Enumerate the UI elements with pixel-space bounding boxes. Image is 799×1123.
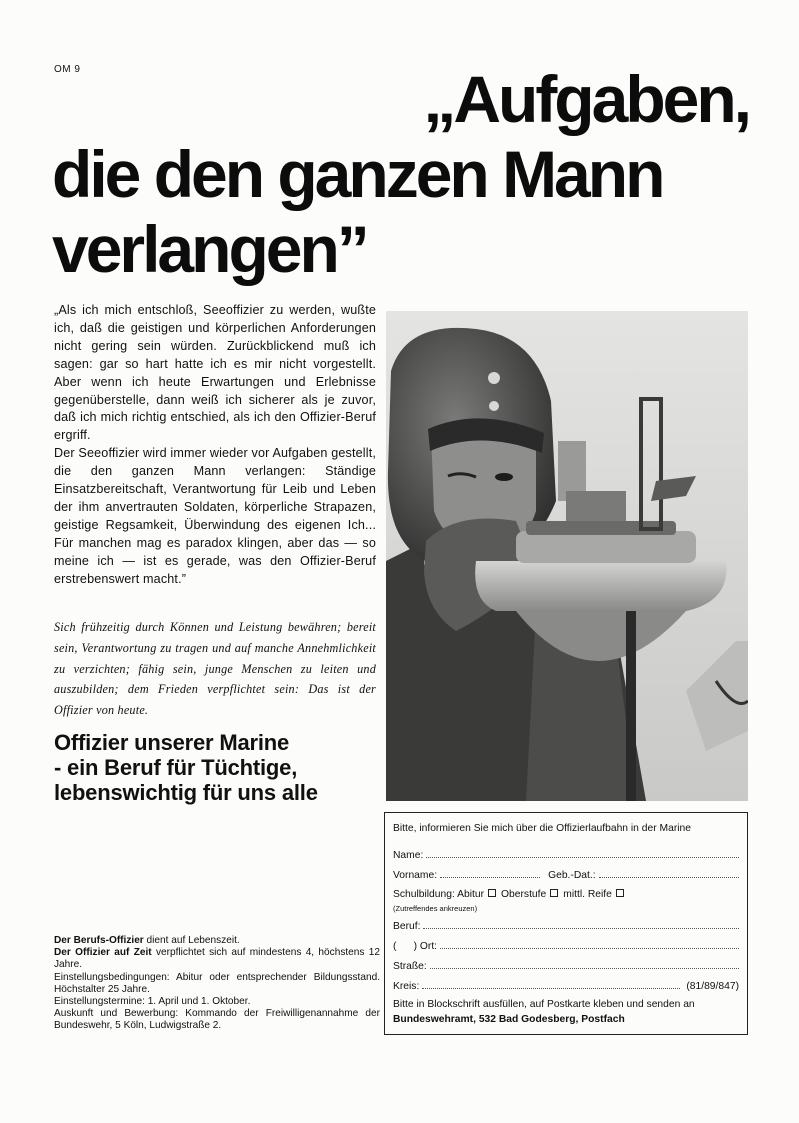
italic-statement: Sich frühzeitig durch Können und Leistung bewähren; bereit sein, Verantwortung zu tragen und auf manche Annehmlichkeit zu verzichten; fähig sein, junge Menschen zu leiten und auszubilden; dem Frieden verpflichtet sein: Das ist der Offizier von heute. bbox=[54, 620, 376, 718]
quote-paragraph-1: „Als ich mich entschloß, Seeoffizier zu werden, wußte ich, daß die geistigen und körperlichen Anforderungen nicht gering sein würden. Zurückblickend muß ich sagen: gar so hart hatte ich es mir nicht vorgestellt. Aber wenn ich heute Erwartungen und Erlebnisse gegenüberstelle, dann weiß ich sicherer als je zuvor, daß ich mich richtig entschied, als ich den Offizier-Beruf ergriff. bbox=[54, 303, 376, 443]
info-einstellungstermine: Einstellungstermine: 1. April und 1. Oktober. bbox=[54, 996, 251, 1008]
ort-field[interactable] bbox=[440, 940, 739, 949]
schulbildung-label: Schulbildung: Abitur bbox=[393, 889, 485, 900]
officer-photo-illustration bbox=[386, 311, 748, 801]
request-coupon bbox=[384, 812, 748, 1035]
info-berufs-offizier: Der Berufs-Offizier dient auf Lebenszeit. bbox=[54, 935, 240, 946]
officer-photo bbox=[386, 311, 748, 801]
slogan-line-1: Offizier unserer Marine bbox=[54, 730, 290, 755]
name-label: Name: bbox=[393, 850, 424, 861]
zutreffendes-note: (Zutreffendes ankreuzen) bbox=[393, 904, 478, 913]
quote-paragraph-2: Der Seeoffizier wird immer wieder vor Aufgaben gestellt, die den ganzen Mann verlangen: Ständige Einsatzbereitschaft, Verantwortung für Leib und Leben der ihm anvertrauten Soldaten, körperliche Strapazen, geistige Regsamkeit, Überwindung des eigenen Ich... Für manchen mag es paradox klingen, aber das — so meine ich — ist es gerade, was den Offizier-Beruf erstrebenswert macht.” bbox=[54, 446, 376, 586]
coupon-name-row bbox=[393, 849, 739, 861]
coupon-beruf-row bbox=[393, 920, 739, 932]
page-code: OM 9 bbox=[54, 64, 81, 75]
coupon-vorname-row bbox=[393, 869, 739, 881]
coupon-footer-1: Bitte in Blockschrift ausfüllen, auf Postkarte kleben und senden an bbox=[393, 999, 695, 1010]
abitur-checkbox[interactable] bbox=[488, 889, 496, 897]
info-einstellungsbedingungen: Einstellungsbedingungen: Abitur oder entsprechender Bildungsstand. Höchstalter 25 Jahre. bbox=[54, 971, 380, 995]
coupon-footer-2: Bundeswehramt, 532 Bad Godesberg, Postfach bbox=[393, 1014, 625, 1025]
headline-line-3: verlangen” bbox=[52, 212, 367, 286]
reife-label: mittl. Reife bbox=[563, 889, 612, 900]
gebdat-field[interactable] bbox=[599, 869, 739, 878]
vorname-field[interactable] bbox=[440, 869, 540, 878]
kreis-field[interactable] bbox=[422, 980, 680, 989]
headline-line-1: „Aufgaben, bbox=[423, 62, 749, 136]
quote-body bbox=[54, 302, 376, 589]
coupon-ort-row bbox=[393, 940, 739, 952]
kreis-label: Kreis: bbox=[393, 981, 420, 992]
beruf-label: Beruf: bbox=[393, 921, 421, 932]
slogan-line-3: lebenswichtig für uns alle bbox=[54, 780, 318, 805]
gebdat-label: Geb.-Dat.: bbox=[548, 870, 596, 881]
vorname-label: Vorname: bbox=[393, 870, 438, 881]
name-field[interactable] bbox=[426, 849, 739, 858]
oberstufe-label: Oberstufe bbox=[501, 889, 547, 900]
coupon-kreis-row bbox=[393, 980, 739, 992]
slogan bbox=[54, 730, 384, 805]
coupon-strasse-row bbox=[393, 960, 739, 972]
slogan-line-2: - ein Beruf für Tüchtige, bbox=[54, 755, 298, 780]
strasse-field[interactable] bbox=[430, 960, 739, 969]
oberstufe-checkbox[interactable] bbox=[550, 889, 558, 897]
strasse-label: Straße: bbox=[393, 961, 427, 972]
career-info bbox=[54, 935, 380, 1033]
coupon-code: (81/89/847) bbox=[686, 981, 739, 992]
reife-checkbox[interactable] bbox=[616, 889, 624, 897]
info-offizier-auf-zeit: Der Offizier auf Zeit verpflichtet sich auf mindestens 4, höchstens 12 Jahre. bbox=[54, 947, 380, 971]
beruf-field[interactable] bbox=[423, 920, 739, 929]
info-auskunft: Auskunft und Bewerbung: Kommando der Freiwilligenannahme der Bundeswehr, 5 Köln, Ludwigstraße 2. bbox=[54, 1008, 380, 1032]
coupon-schulbildung-row bbox=[393, 889, 739, 900]
ort-label: ( ) Ort: bbox=[393, 941, 438, 952]
headline-line-2: die den ganzen Mann bbox=[52, 137, 663, 211]
coupon-header: Bitte, informieren Sie mich über die Offizierlaufbahn in der Marine bbox=[393, 823, 691, 834]
